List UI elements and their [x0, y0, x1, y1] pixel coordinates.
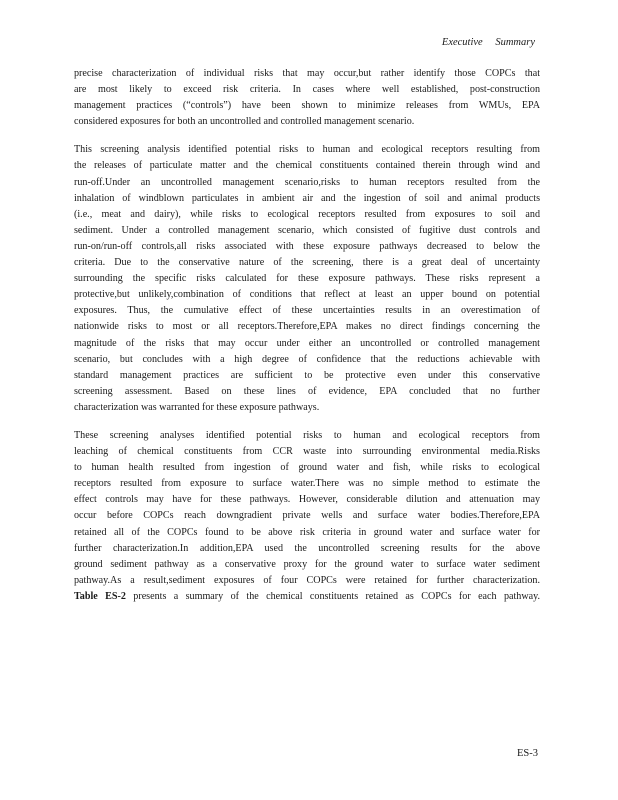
text-line: magnitude of the risks that may occur under either an uncontrolled or controlled management: [74, 337, 540, 349]
text-line: are most likely to exceed risk criteria. In cases where well established, post-construction: [74, 84, 540, 96]
text-line: scenario, but concludes with a high degree of confidence that the reductions achievable with: [74, 353, 540, 365]
paragraph-2: [74, 142, 540, 416]
text-line: screening assessment. Based on these lines of evidence, EPA concluded that no further: [74, 385, 540, 397]
closing-sentence: presents a summary of the chemical constituents retained as COPCs for each pathway.: [125, 590, 541, 602]
running-header: Executive Summary: [441, 37, 535, 48]
text-line: (i.e., meat and dairy), while risks to ecological receptors resulted from exposures to soil and: [74, 208, 540, 220]
paragraph-1: [74, 66, 540, 130]
text-line: precise characterization of individual risks that may occur,but rather identify those COPCs that: [74, 68, 540, 79]
text-line: occur before COPCs reach downgradient private wells and surface water bodies.Therefore,EPA: [74, 510, 540, 522]
text-line: nationwide risks to most or all receptors.Therefore,EPA makes no direct findings concerning the: [74, 321, 540, 333]
text-line: considered exposures for both an uncontrolled and controlled management scenario.: [74, 116, 415, 128]
text-line: ground sediment pathway as a conservative proxy for the ground water to surface water sediment: [74, 558, 540, 570]
text-line: pathway.As a result,sediment exposures of four COPCs were retained for further characterization.: [74, 574, 540, 586]
page-number: ES-3: [517, 748, 538, 759]
text-line: receptors resulted from exposure to surface water.There was no simple method to estimate the: [74, 478, 540, 490]
text-line: the releases of particulate matter and the chemical constituents contained therein through wind and: [74, 160, 540, 172]
text-line: run-on/run-off controls,all risks associated with these exposure pathways decreased to below the: [74, 240, 540, 252]
text-line-closing: [74, 589, 540, 605]
text-line: run-off.Under an uncontrolled management scenario,risks to human receptors resulted from the: [74, 176, 540, 188]
paragraph-3: [74, 428, 540, 605]
text-line: further characterization.In addition,EPA used the uncontrolled screening results for the above: [74, 542, 540, 554]
text-line: management practices (“controls”) have been shown to minimize releases from WMUs, EPA: [74, 100, 540, 112]
text-line: characterization was warranted for these exposure pathways.: [74, 401, 320, 413]
text-line: exposures. Thus, the cumulative effect of these uncertainties results in an overestimation of: [74, 305, 540, 317]
text-line: retained all of the COPCs found to be above risk criteria in ground water and surface water for: [74, 526, 540, 538]
text-line: This screening analysis identified potential risks to human and ecological receptors resulting from: [74, 144, 540, 156]
text-line: inhalation of windblown particulates in ambient air and the ingestion of soil and animal products: [74, 192, 540, 204]
text-line: sediment. Under a controlled management scenario, which consisted of fugitive dust controls and: [74, 224, 540, 236]
text-line: These screening analyses identified potential risks to human and ecological receptors from: [74, 429, 540, 441]
table-reference: Table ES-2: [74, 590, 126, 602]
text-line: surrounding the specific risks calculated for these exposure pathways. These risks represent a: [74, 273, 540, 285]
body-text: [74, 66, 540, 617]
text-line: standard management practices are sufficient to be protective even under this conservative: [74, 369, 540, 381]
text-line: criteria. Due to the conservative nature of the screening, there is a great deal of uncertainty: [74, 257, 540, 269]
text-line: to human health resulted from ingestion of ground water and fish, while risks to ecological: [74, 462, 540, 474]
text-line: protective,but unlikely,combination of conditions that reflect at least an upper bound on potential: [74, 289, 540, 301]
text-line: effect controls may have for these pathways. However, considerable dilution and attenuation may: [74, 494, 540, 506]
text-line: leaching of chemical constituents from CCR waste into surrounding environmental media.Risks: [74, 446, 540, 458]
